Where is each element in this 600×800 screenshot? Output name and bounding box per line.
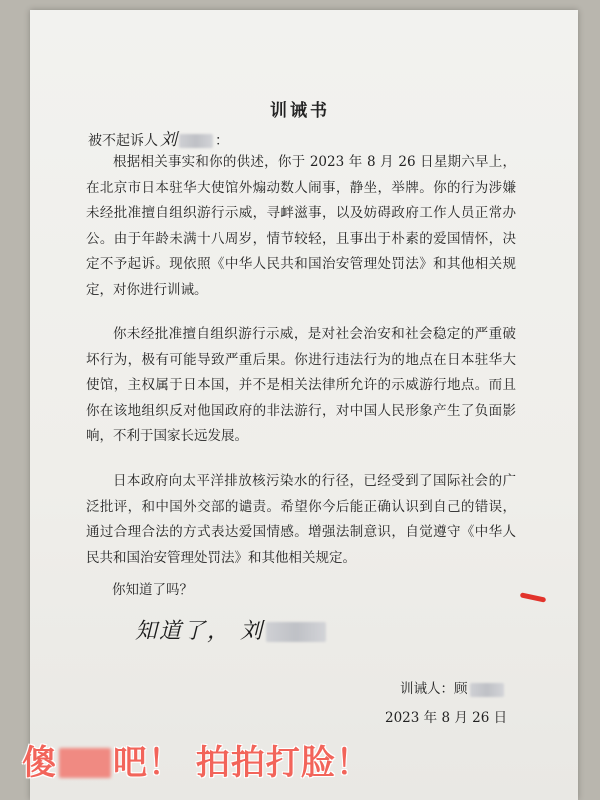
overlay-part1: 傻 — [22, 743, 57, 783]
recipient-suffix: ： — [215, 133, 229, 149]
recipient-label: 被不起诉人 — [88, 133, 158, 149]
redaction-blur — [470, 683, 504, 697]
overlay-caption — [22, 735, 371, 784]
redaction-blur — [266, 622, 326, 642]
paragraph-1: 根据相关事实和你的供述，你于 2023 年 8 月 26 日星期六早上，在北京市日本驻华大使馆外煽动数人闹事，静坐，举牌。你的行为涉嫌未经批准擅自组织游行示威，寻衅滋事，以及妨碍政府工作人员正常办公。由于年龄未满十八周岁，情节较轻，且事出于朴素的爱国情怀，决定不予起诉。现依照《中华人民共和国治安管理处罚法》和其他相关规定，对你进行训诫。 — [86, 154, 516, 298]
handwritten-answer-text: 知道了， — [135, 619, 232, 644]
paragraph-2: 你未经批准擅自组织游行示威，是对社会治安和社会稳定的严重破坏行为，极有可能导致严重后果。你进行违法行为的地点在日本驻华大使馆，主权属于日本国，并不是相关法律所允许的示威游行地点。而且你在该地组织反对他国政府的非法游行，对中国人民形象产生了负面影响，不利于国家长远发展。 — [86, 326, 516, 444]
recipient-line — [88, 125, 229, 150]
paragraph-3: 日本政府向太平洋排放核污染水的行径，已经受到了国际社会的广泛批评，和中国外交部的谴责。希望你今后能正确认识到自己的错误，通过合理合法的方式表达爱国情感。增强法制意识，自觉遵守《中华人民共和国治安管理处罚法》和其他相关规定。 — [86, 473, 516, 566]
handwritten-name: 刘 — [240, 619, 265, 644]
document-title: 训诫书 — [270, 101, 330, 121]
signer-line — [400, 677, 506, 697]
handwritten-answer — [135, 614, 328, 645]
redaction-blur — [179, 134, 213, 148]
question-line: 你知道了吗？ — [112, 582, 193, 598]
overlay-part2: 吧！ 拍拍打脸！ — [113, 743, 371, 783]
redaction-blur — [59, 748, 111, 778]
recipient-name: 刘 — [160, 130, 177, 150]
signer-name: 顾 — [454, 681, 468, 697]
document-date: 2023 年 8 月 26 日 — [385, 710, 508, 726]
signer-label: 训诫人： — [400, 681, 454, 697]
